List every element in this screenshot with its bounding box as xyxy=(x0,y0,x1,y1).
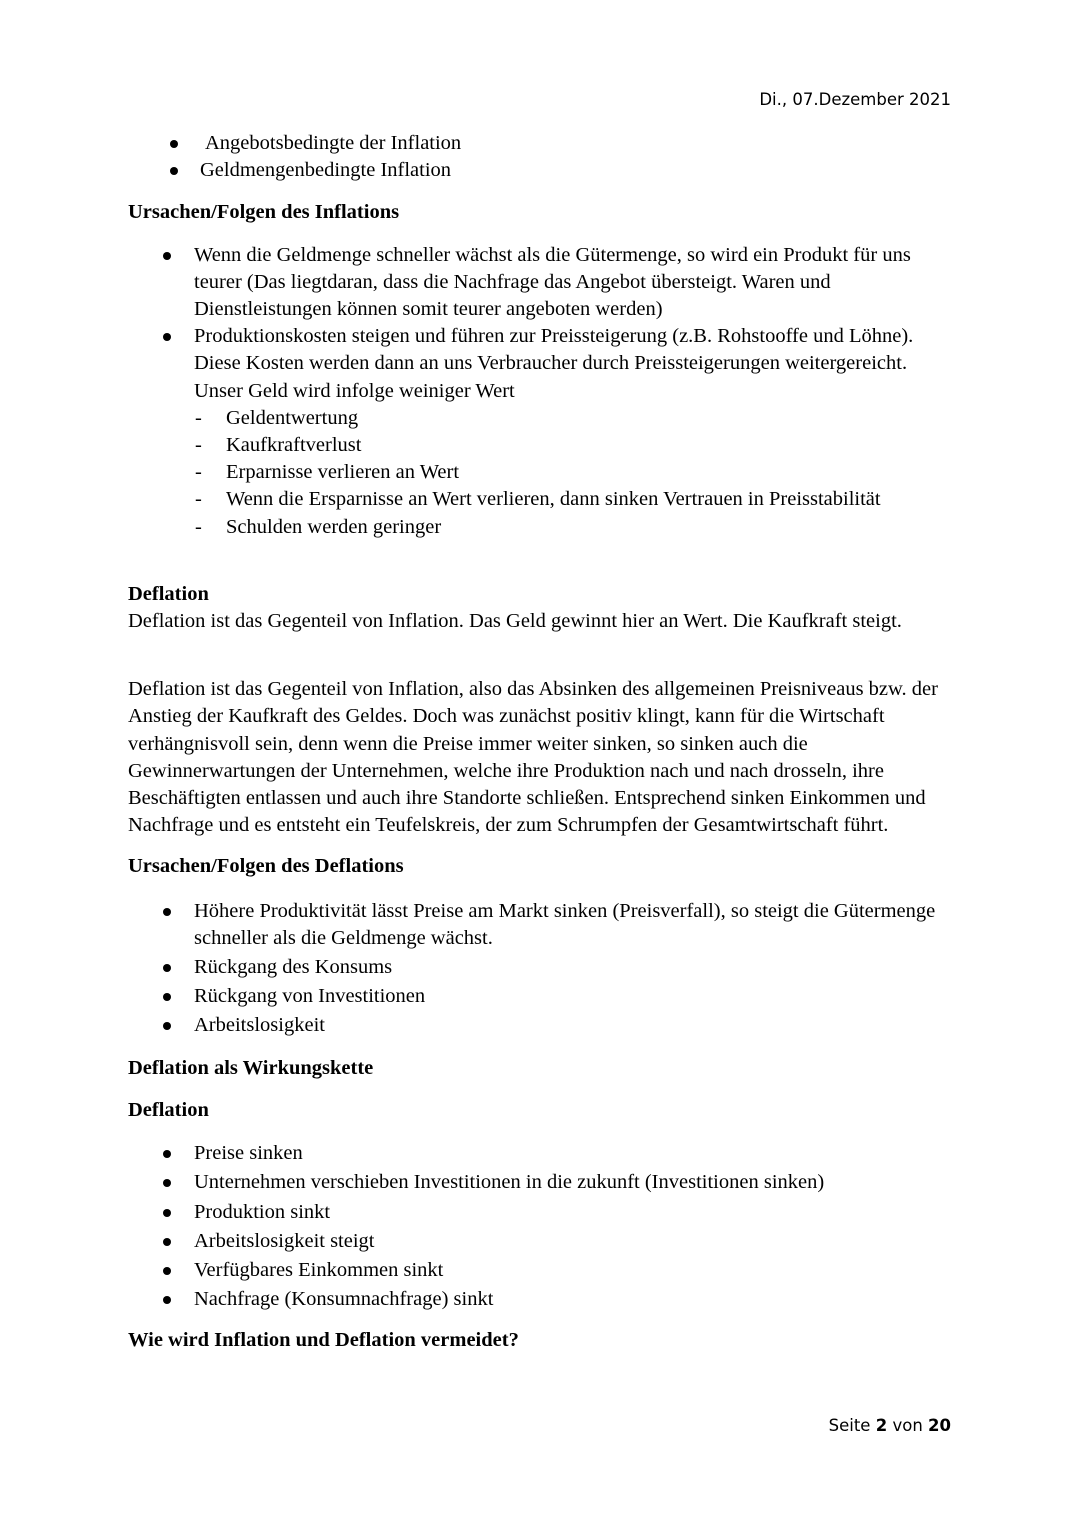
chain-list xyxy=(128,1140,958,1313)
list-item: Rückgang von Investitionen xyxy=(128,983,958,1010)
list-item: - Kaufkraftverlust xyxy=(128,432,958,459)
deflation-short-paragraph: Deflation ist das Gegenteil von Inflation. Das Geld gewinnt hier an Wert. Die Kaufkraft steigt. xyxy=(128,610,902,633)
section-heading-question: Wie wird Inflation und Deflation vermeidet? xyxy=(128,1329,519,1352)
section-heading-chain: Deflation als Wirkungskette xyxy=(128,1056,374,1079)
list-item: - Wenn die Ersparnisse an Wert verlieren, dann sinken Vertrauen in Preisstabilität xyxy=(128,486,958,513)
list-item: Produktionskosten steigen und führen zur Preissteigerung (z.B. Rohstooffe und Löhne). Diese Kosten werden dann an uns Verbraucher durch Preissteigerungen weitergereicht. Unser Geld wird infolge weiniger Wert xyxy=(128,323,958,405)
section-subheading-deflation: Deflation xyxy=(128,1098,209,1121)
list-item: Rückgang des Konsums xyxy=(128,954,958,981)
list-item: Geldmengenbedingte Inflation xyxy=(128,157,958,184)
section-heading-deflation: Deflation xyxy=(128,582,209,605)
list-item: Arbeitslosigkeit steigt xyxy=(128,1228,958,1255)
list-item: Verfügbares Einkommen sinkt xyxy=(128,1257,958,1284)
list-item: Angebotsbedingte der Inflation xyxy=(128,130,958,157)
page-separator: von xyxy=(892,1416,923,1435)
inflation-causes-list xyxy=(128,242,958,405)
list-item: Produktion sinkt xyxy=(128,1199,958,1226)
list-item: Nachfrage (Konsumnachfrage) sinkt xyxy=(128,1286,958,1313)
header-date: Di., 07.Dezember 2021 xyxy=(759,90,951,109)
list-item: - Erparnisse verlieren an Wert xyxy=(128,459,958,486)
inflation-consequences-list xyxy=(128,405,958,541)
section-heading-deflation-causes: Ursachen/Folgen des Deflations xyxy=(128,855,404,878)
list-item: Preise sinken xyxy=(128,1140,958,1167)
page-content xyxy=(128,130,958,1355)
page-number xyxy=(829,1414,951,1438)
page-label: Seite xyxy=(828,1416,871,1435)
list-item: - Schulden werden geringer xyxy=(128,514,958,541)
list-item: Wenn die Geldmenge schneller wächst als die Gütermenge, so wird ein Produkt für uns teurer (Das liegtdaran, dass die Nachfrage das Angebot übersteigt. Waren und Dienstleistungen können somit teurer angeboten werden) xyxy=(128,242,958,324)
list-item: Höhere Produktivität lässt Preise am Markt sinken (Preisverfall), so steigt die Gütermenge schneller als die Geldmenge wächst. xyxy=(128,898,958,952)
deflation-long-paragraph: Deflation ist das Gegenteil von Inflation, also das Absinken des allgemeinen Preisniveaus bzw. der Anstieg der Kaufkraft des Geldes. Doch was zunächst positiv klingt, kann für die Wirtschaft verhängnisvoll sein, denn wenn die Preise immer weiter sinken, so sinken auch die Gewinnerwartungen der Unternehmen, welche ihre Produktion nach und nach drosseln, ihre Beschäftigten entlassen und auch ihre Standorte schließen. Entsprechend sinken Einkommen und Nachfrage und es entsteht ein Teufelskreis, der zum Schrumpfen der Gesamtwirtschaft führt. xyxy=(128,678,938,837)
section-heading-inflation-causes: Ursachen/Folgen des Inflations xyxy=(128,201,400,224)
page-current: 2 xyxy=(875,1416,888,1435)
intro-list xyxy=(128,130,958,184)
deflation-causes-list xyxy=(128,898,958,1040)
list-item: Arbeitslosigkeit xyxy=(128,1012,958,1039)
list-item: Unternehmen verschieben Investitionen in die zukunft (Investitionen sinken) xyxy=(128,1169,958,1196)
list-item: - Geldentwertung xyxy=(128,405,958,432)
page-total: 20 xyxy=(928,1416,951,1435)
